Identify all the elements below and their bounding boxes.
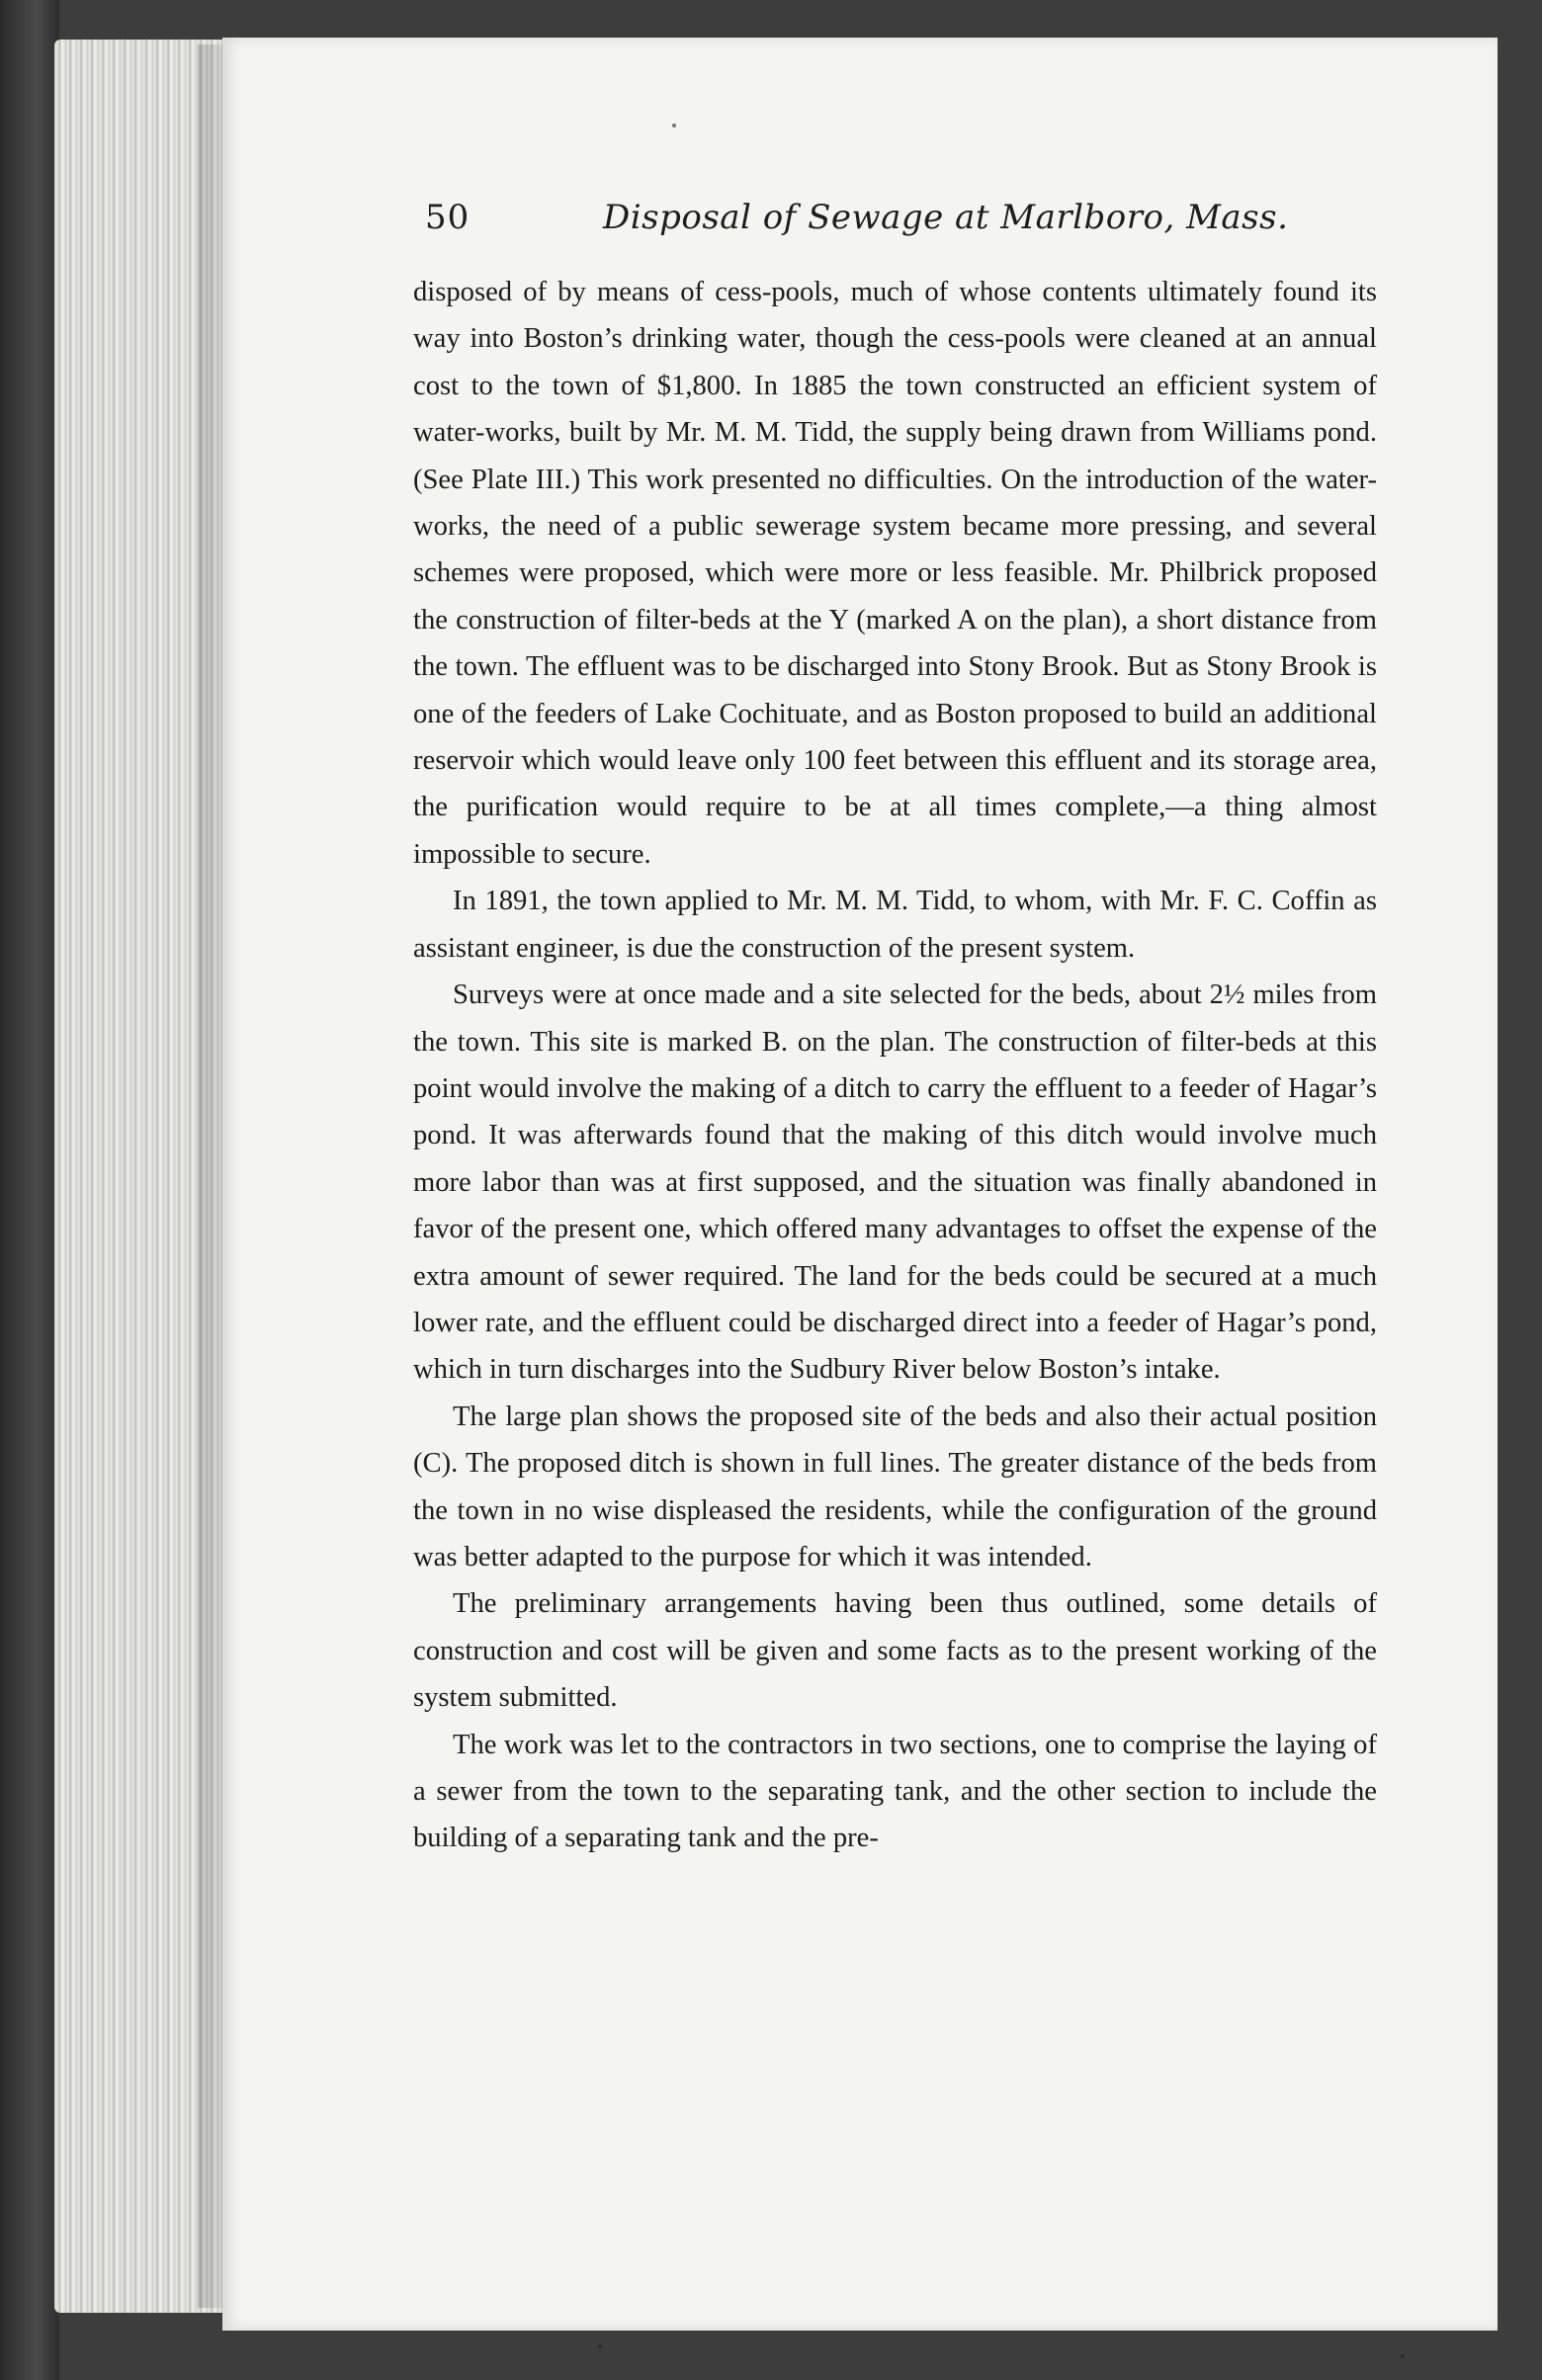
page-number: 50: [425, 198, 471, 237]
body-text: [413, 269, 1377, 1862]
book-binding: [0, 0, 59, 2380]
scan-speck: [1401, 2354, 1405, 2358]
scan-speck: [672, 124, 676, 128]
paragraph: The work was let to the contractors in two sections, one to comprise the laying of a sewer from the town to the separating tank, and the other section to include the building of a separating tank and the pre-: [413, 1729, 1377, 1854]
paragraph: [413, 972, 1377, 1394]
paragraph-text: 2½ miles from the town. This site is marked B. on the plan. The construction of filter-beds at this point would involve the making of a ditch to carry the effluent to a feeder of Hagar’s pond. It was afterwards found that the making of this ditch would involve much more labor than was at first supposed, and the situation was finally abandoned in favor of the present one, which offered many advantages to offset the expense of the extra amount of sewer required. The land for the beds could be secured at a much lower rate, and the effluent could be discharged direct into a feeder of Hagar’s pond, which in turn discharges into the Sudbury River below Boston’s intake.: [413, 979, 1377, 1386]
paragraph-text: Surveys were at once made and a site selected for the beds, about: [453, 979, 1202, 1011]
running-title: Disposal of Sewage at Marlboro, Mass.: [603, 198, 1289, 237]
paragraph: In 1891, the town applied to Mr. M. M. Tidd, to whom, with Mr. F. C. Coffin as assistant engineer, is due the construction of the present system.: [413, 886, 1377, 964]
page-header: [425, 198, 1289, 247]
paragraph: disposed of by means of cess-pools, much of whose contents ultimately found its way into Boston’s drinking water, though the cess-pools were cleaned at an annual cost to the town of $1,800. In 1885 the town constructed an efficient system of water-works, built by Mr. M. M. Tidd, the supply being drawn from Williams pond. (See Plate III.) This work presented no difficulties. On the introduction of the water-works, the need of a public sewerage system became more pressing, and several schemes were proposed, which were more or less feasible. Mr. Philbrick proposed the construction of filter-beds at the Y (marked A on the plan), a short distance from the town. The effluent was to be discharged into Stony Brook. But as Stony Brook is one of the feeders of Lake Cochituate, and as Boston proposed to build an additional reservoir which would leave only 100 feet between this effluent and its storage area, the purification would require to be at all times complete,—a thing almost impossible to secure.: [413, 277, 1377, 870]
paragraph: The preliminary arrangements having been thus outlined, some details of construction and cost will be given and some facts as to the present working of the system submitted.: [413, 1588, 1377, 1714]
scan-speck: [598, 2344, 602, 2348]
paragraph: The large plan shows the proposed site of the beds and also their actual position (C). The proposed ditch is shown in full lines. The greater distance of the beds from the town in no wise displeased the residents, while the configuration of the ground was better adapted to the purpose for which it was intended.: [413, 1401, 1377, 1572]
